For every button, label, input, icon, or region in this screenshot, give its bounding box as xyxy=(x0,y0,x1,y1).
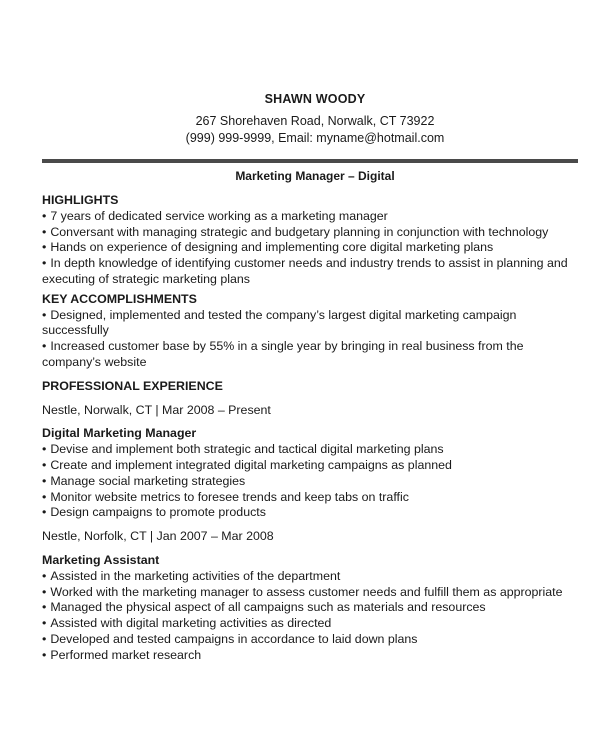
phone-email: (999) 999-9999, Email: myname@hotmail.com xyxy=(185,131,445,145)
list-item: • Conversant with managing strategic and budgetary planning in conjunction with technology xyxy=(42,225,582,241)
list-item: • Increased customer base by 55% in a single year by bringing in real business from the company’s website xyxy=(42,339,582,371)
list-item: • Create and implement integrated digital marketing campaigns as planned xyxy=(42,458,582,474)
list-item: • Managed the physical aspect of all campaigns such as materials and resources xyxy=(42,600,582,616)
list-item: • 7 years of dedicated service working as a marketing manager xyxy=(42,209,582,225)
job-duties-list xyxy=(42,442,582,521)
list-item: • In depth knowledge of identifying customer needs and industry trends to assist in planning and executing of strategic marketing plans xyxy=(42,256,582,288)
list-item: • Design campaigns to promote products xyxy=(42,505,582,521)
job-title: Marketing Assistant xyxy=(42,552,160,567)
experience-heading: PROFESSIONAL EXPERIENCE xyxy=(42,378,223,393)
accomplishments-list xyxy=(42,308,582,371)
list-item: • Monitor website metrics to foresee trends and keep tabs on traffic xyxy=(42,490,582,506)
address: 267 Shorehaven Road, Norwalk, CT 73922 xyxy=(195,114,435,128)
job-company: Nestle, Norwalk, CT | Mar 2008 – Present xyxy=(42,402,271,417)
list-item: • Manage social marketing strategies xyxy=(42,474,582,490)
job-duties-list xyxy=(42,569,582,664)
list-item: • Assisted with digital marketing activities as directed xyxy=(42,616,582,632)
list-item: • Devise and implement both strategic and tactical digital marketing plans xyxy=(42,442,582,458)
list-item: • Assisted in the marketing activities of the department xyxy=(42,569,582,585)
job-title: Digital Marketing Manager xyxy=(42,426,197,441)
accomplishments-heading: KEY ACCOMPLISHMENTS xyxy=(42,291,197,306)
highlights-list xyxy=(42,209,582,288)
job-company: Nestle, Norfolk, CT | Jan 2007 – Mar 2008 xyxy=(42,529,274,544)
contact-block xyxy=(0,113,600,147)
resume-header xyxy=(0,92,600,147)
list-item: • Hands on experience of designing and implementing core digital marketing plans xyxy=(42,240,582,256)
list-item: • Designed, implemented and tested the company’s largest digital marketing campaign successfully xyxy=(42,308,582,340)
resume-body xyxy=(42,193,582,664)
highlights-heading: HIGHLIGHTS xyxy=(42,193,119,207)
candidate-name: SHAWN WOODY xyxy=(264,92,366,106)
header-divider xyxy=(42,159,578,163)
list-item: • Worked with the marketing manager to assess customer needs and fulfill them as appropriate xyxy=(42,585,582,601)
list-item: • Developed and tested campaigns in accordance to laid down plans xyxy=(42,632,582,648)
role-title: Marketing Manager – Digital xyxy=(235,169,395,183)
list-item: • Performed market research xyxy=(42,648,582,664)
